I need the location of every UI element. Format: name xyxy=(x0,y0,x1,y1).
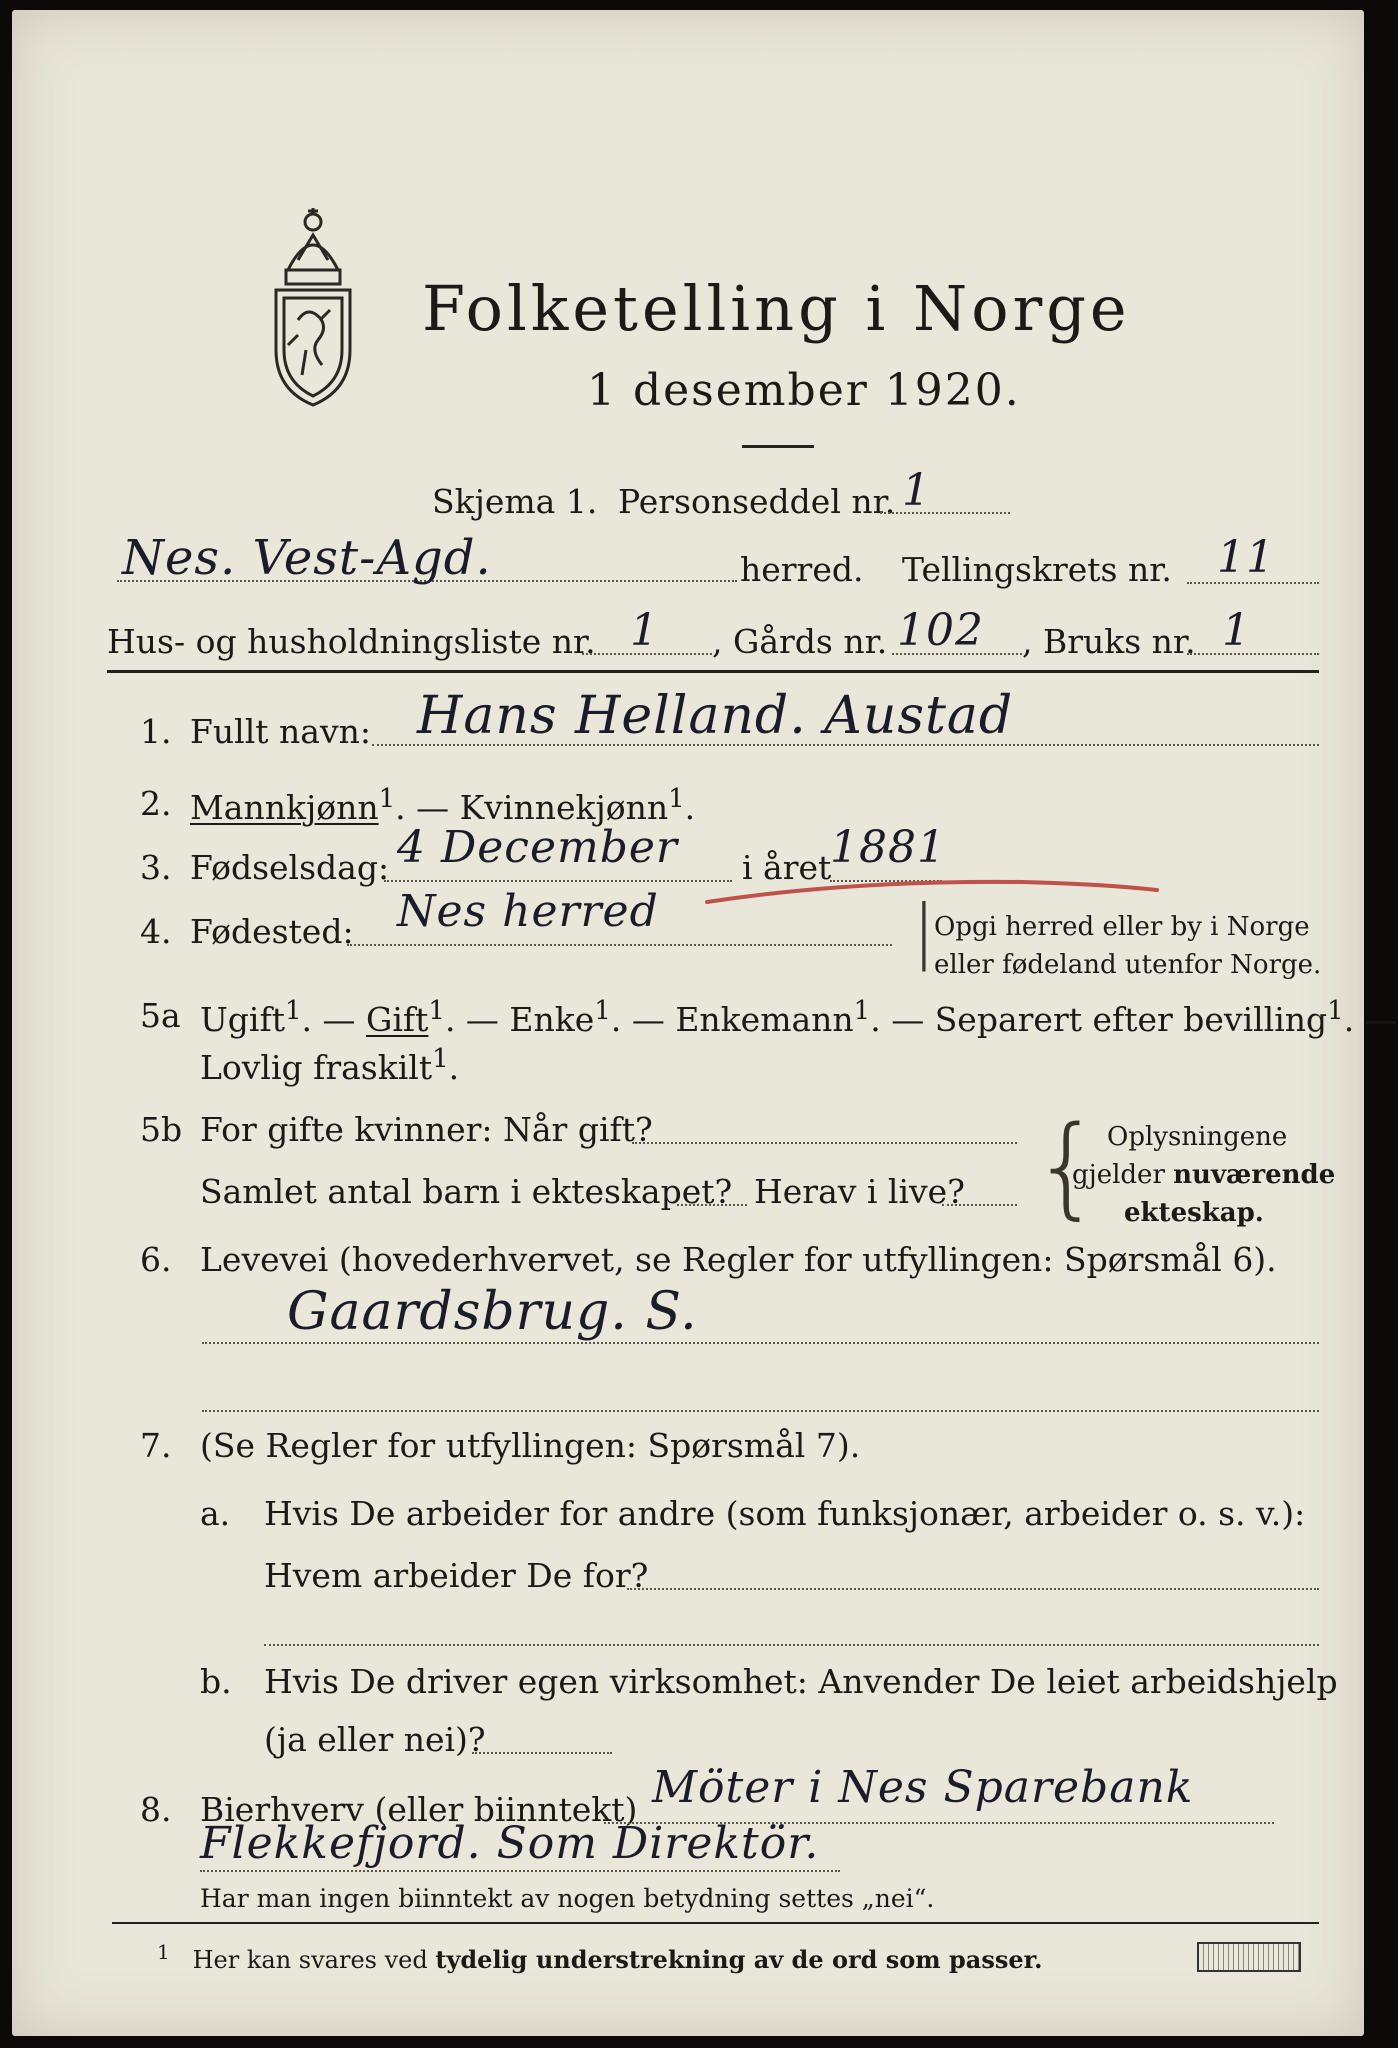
q5b-note-line3: ekteskap. xyxy=(1124,1198,1264,1228)
q4-label: Fødested: xyxy=(190,912,354,951)
q6-line1 xyxy=(202,1342,1319,1344)
q5b-note-line2: gjelder nuværende xyxy=(1072,1160,1336,1190)
gards-value[interactable]: 102 xyxy=(897,605,984,656)
q8-number: 8. xyxy=(140,1790,172,1829)
q5a-number: 5a xyxy=(140,996,181,1035)
q4-note-line2: eller fødeland utenfor Norge. xyxy=(934,950,1322,980)
q7a-line1 xyxy=(627,1588,1319,1590)
herred-label: herred. xyxy=(740,550,864,589)
q5b-label1: For gifte kvinner: Når gift? xyxy=(200,1110,653,1149)
hus-label: Hus- og husholdningsliste nr. xyxy=(107,622,596,661)
q3-label: Fødselsdag: xyxy=(190,848,390,887)
gender-female-option[interactable]: Kvinnekjønn xyxy=(459,788,669,827)
q6-label: Levevei (hovederhvervet, se Regler for utfyllingen: Spørsmål 6). xyxy=(200,1240,1277,1279)
q7b-line xyxy=(472,1752,612,1754)
q5b-line3 xyxy=(942,1204,1017,1206)
q7-label: (Se Regler for utfyllingen: Spørsmål 7). xyxy=(200,1426,861,1465)
q7a-label1: Hvis De arbeider for andre (som funksjonær, arbeider o. s. v.): xyxy=(264,1494,1306,1533)
q7b-label1: Hvis De driver egen virksomhet: Anvender De leiet arbeidshjelp xyxy=(264,1662,1338,1701)
q7b-label2: (ja eller nei)? xyxy=(264,1720,486,1759)
q5b-line1 xyxy=(632,1142,1017,1144)
footnote-divider xyxy=(112,1922,1319,1924)
q7a-label2: Hvem arbeider De for? xyxy=(264,1556,649,1595)
bruks-line xyxy=(1187,653,1319,655)
q1-label: Fullt navn: xyxy=(190,712,371,751)
header-divider xyxy=(107,670,1319,673)
marital-enkemann[interactable]: Enkemann xyxy=(675,1000,854,1039)
q2-number: 2. xyxy=(140,784,172,823)
q8-line2 xyxy=(200,1870,840,1872)
marital-fraskilt[interactable]: Lovlig fraskilt xyxy=(200,1048,433,1087)
marital-options-cont: Lovlig fraskilt$^1$. xyxy=(200,1044,460,1087)
marital-gift[interactable]: Gift xyxy=(366,1000,429,1039)
q7a-number: a. xyxy=(200,1494,231,1533)
coat-of-arms-icon xyxy=(258,200,368,410)
q7-number: 7. xyxy=(140,1426,172,1465)
q8-label: Bierhverv (eller biinntekt) xyxy=(200,1790,638,1829)
q6-number: 6. xyxy=(140,1240,172,1279)
marital-separert[interactable]: Separert efter bevilling xyxy=(934,1000,1328,1039)
year-label: i året xyxy=(742,848,832,887)
schema-label: Skjema 1. xyxy=(432,482,598,521)
q5b-line2 xyxy=(677,1204,747,1206)
printer-stamp xyxy=(1197,1942,1301,1972)
census-form-sheet xyxy=(12,10,1398,2036)
occupation-value[interactable]: Gaardsbrug. S. xyxy=(287,1282,698,1342)
birthday-line xyxy=(384,880,732,882)
marital-enke[interactable]: Enke xyxy=(509,1000,595,1039)
gender-options: Mannkjønn$^1$. — Kvinnekjønn$^1$. xyxy=(190,784,696,827)
title-divider xyxy=(742,445,814,448)
q5b-number: 5b xyxy=(140,1110,183,1149)
side-income-value2[interactable]: Flekkefjord. Som Direktör. xyxy=(200,1818,820,1869)
q6-line2 xyxy=(202,1410,1319,1412)
marital-ugift[interactable]: Ugift xyxy=(200,1000,285,1039)
q7b-number: b. xyxy=(200,1662,232,1701)
herred-value[interactable]: Nes. Vest-Agd. xyxy=(122,530,492,586)
marital-options: Ugift$^1$. — Gift$^1$. — Enke$^1$. — Enkemann$^1$. — Separert efter bevilling$^1$. — xyxy=(200,996,1398,1039)
q7a-line2 xyxy=(264,1644,1319,1646)
tellingskrets-label: Tellingskrets nr. xyxy=(902,550,1172,589)
personseddel-line xyxy=(880,512,1010,514)
form-date: 1 desember 1920. xyxy=(587,365,1021,416)
form-title: Folketelling i Norge xyxy=(422,272,1131,345)
gender-male-option[interactable]: Mannkjønn xyxy=(190,788,379,827)
q5b-note-line1: Oplysningene xyxy=(1107,1122,1288,1152)
q5b-label3: Herav i live? xyxy=(754,1172,965,1211)
personseddel-value[interactable]: 1 xyxy=(902,465,931,516)
birthplace-line xyxy=(347,944,892,946)
personseddel-label: Personseddel nr. xyxy=(618,482,896,521)
hus-value[interactable]: 1 xyxy=(630,605,659,656)
q3-number: 3. xyxy=(140,848,172,887)
q8-note: Har man ingen biinntekt av nogen betydning settes „nei“. xyxy=(200,1884,935,1913)
birthplace-value[interactable]: Nes herred xyxy=(397,886,659,937)
tellingskrets-value[interactable]: 11 xyxy=(1217,532,1275,583)
full-name-value[interactable]: Hans Helland. Austad xyxy=(417,686,1014,746)
q5b-label2: Samlet antal barn i ekteskapet? xyxy=(200,1172,733,1211)
q4-note-line1: Opgi herred eller by i Norge xyxy=(934,912,1310,942)
q1-number: 1. xyxy=(140,712,172,751)
q4-number: 4. xyxy=(140,912,172,951)
footnote: $^1$ Her kan svares ved tydelig understrekning av de ord som passer. xyxy=(157,1940,1043,1974)
q5b-brace: { xyxy=(1032,1102,1102,1230)
bruks-label: , Bruks nr. xyxy=(1022,622,1196,661)
bruks-value[interactable]: 1 xyxy=(1222,605,1251,656)
birth-year-value[interactable]: 1881 xyxy=(830,822,946,873)
q4-brace: | xyxy=(912,890,936,972)
side-income-value1[interactable]: Möter i Nes Sparebank xyxy=(652,1762,1194,1813)
gards-label: , Gårds nr. xyxy=(712,622,888,661)
birthday-value[interactable]: 4 December xyxy=(397,822,678,873)
